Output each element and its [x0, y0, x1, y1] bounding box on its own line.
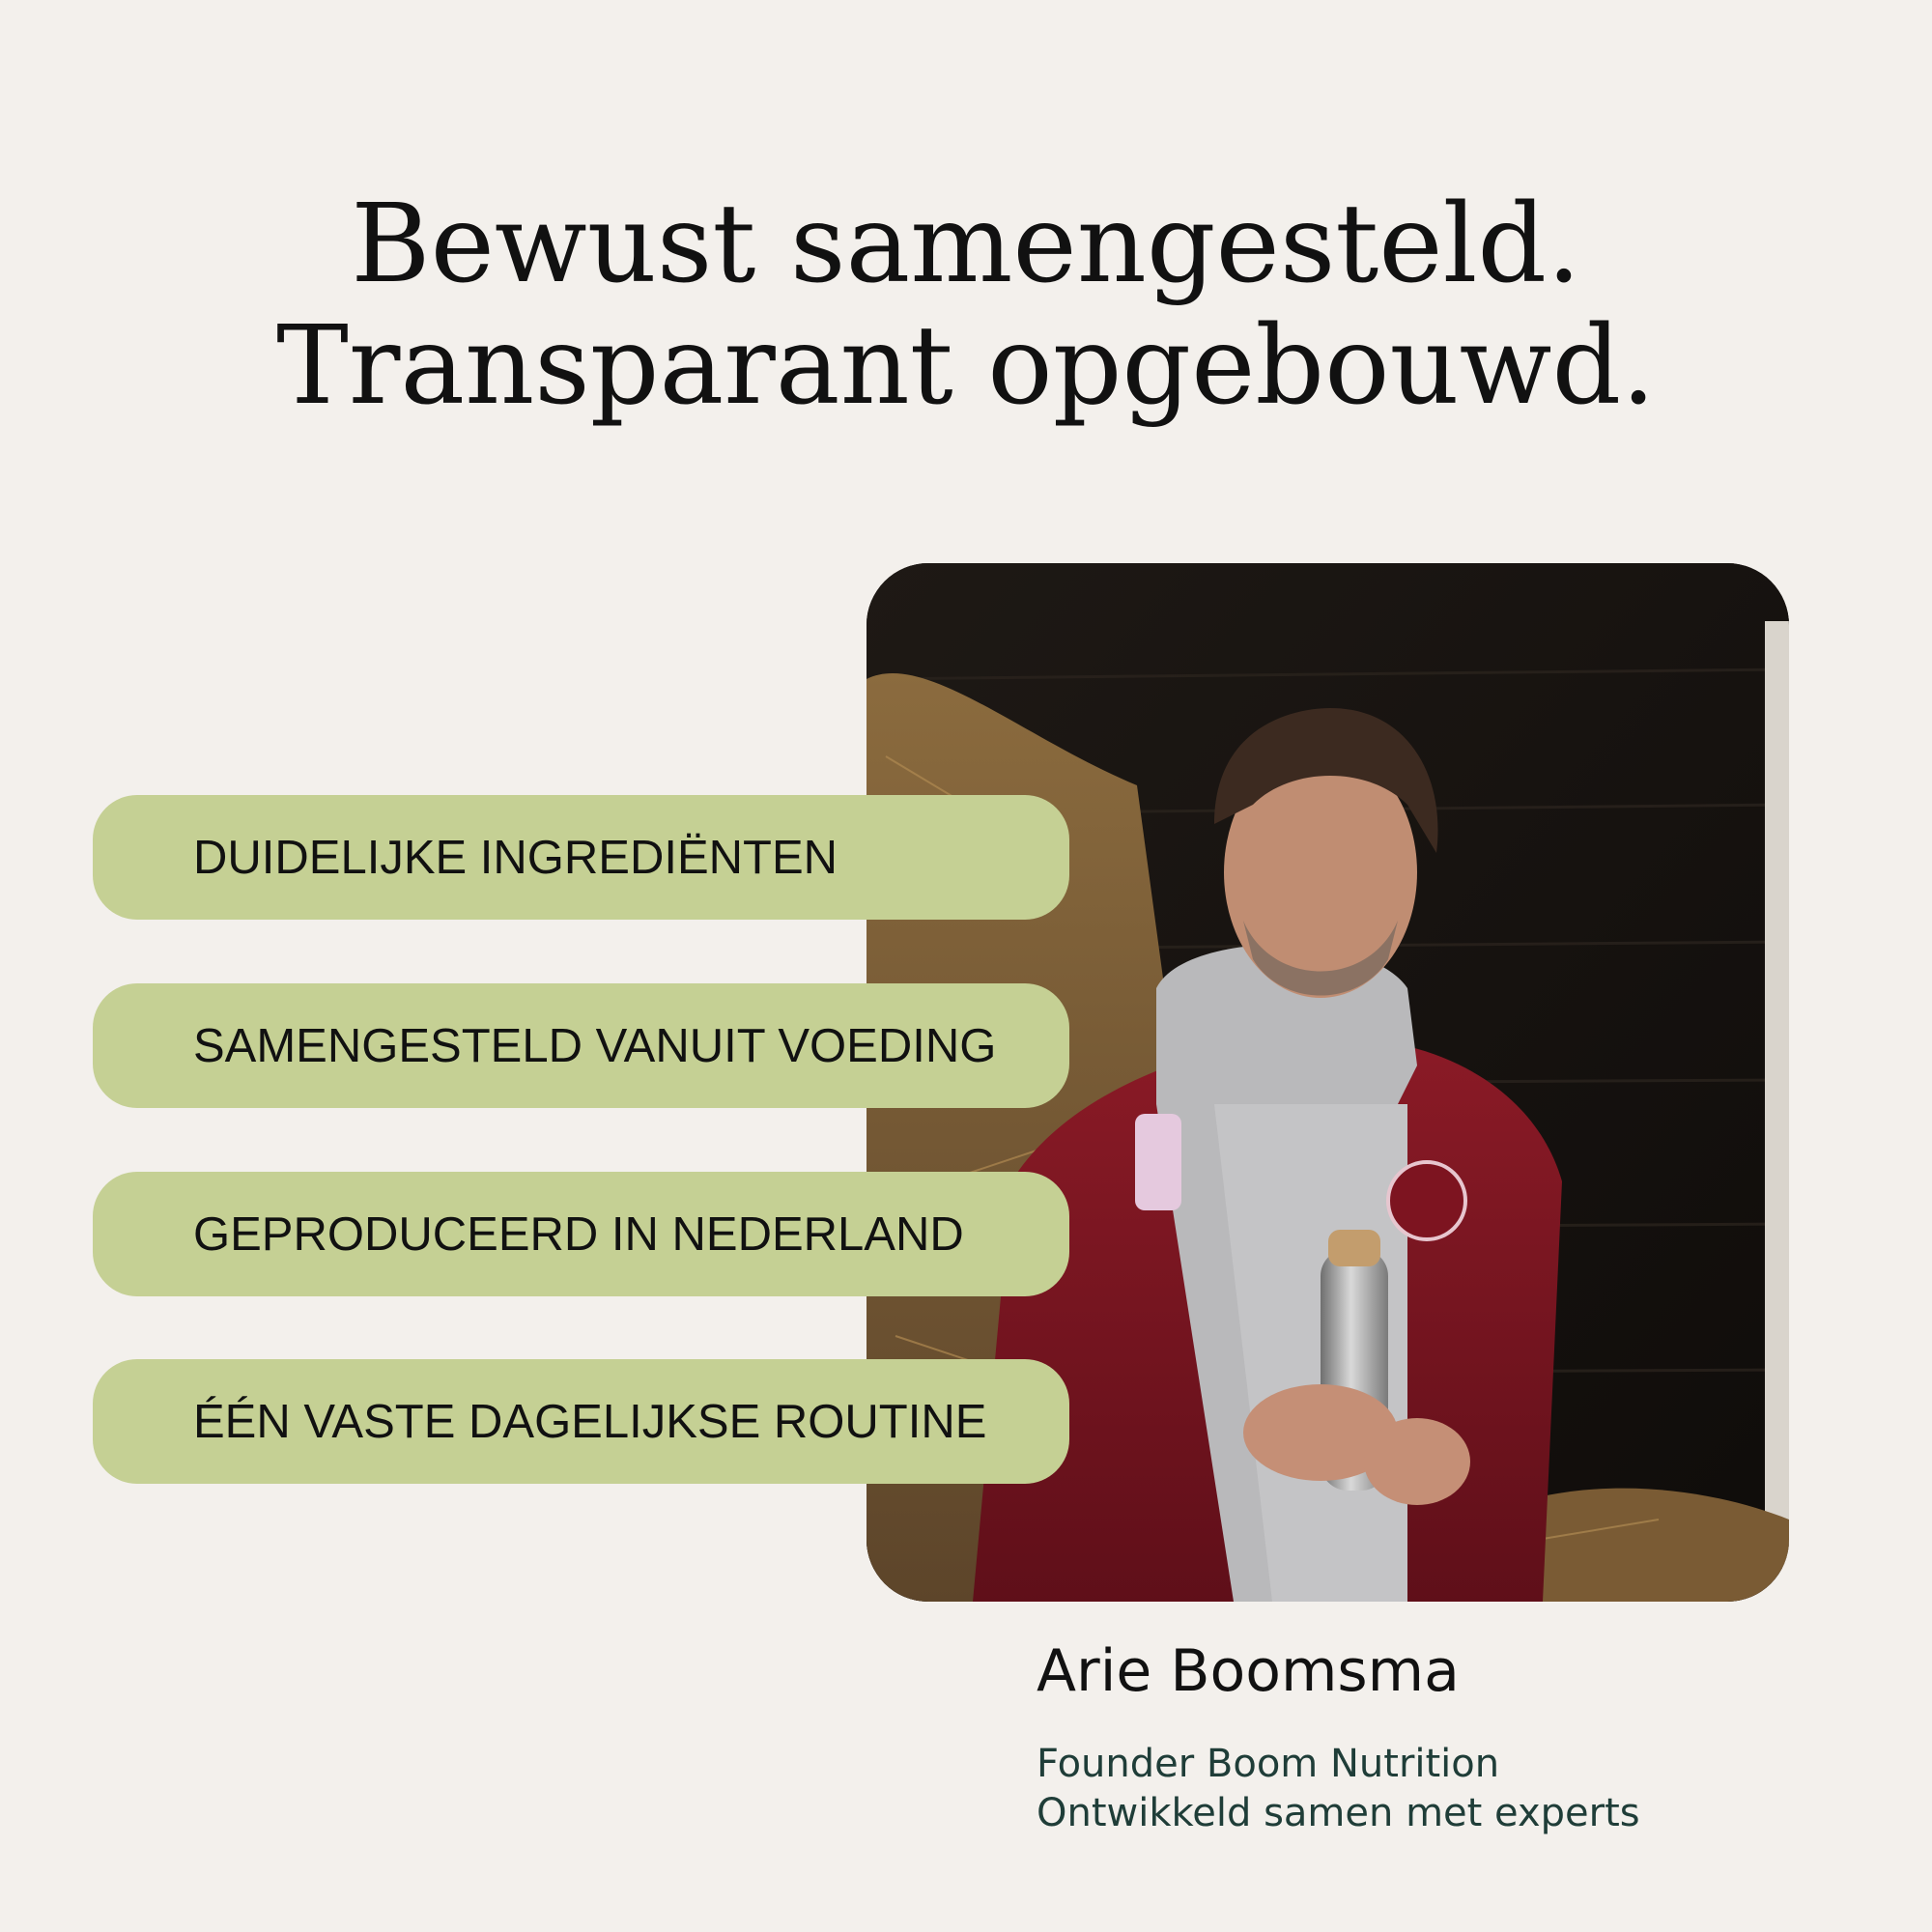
- feature-label: ÉÉN VASTE DAGELIJKSE ROUTINE: [193, 1395, 987, 1448]
- feature-pill-routine: [93, 1359, 1069, 1484]
- feature-label: GEPRODUCEERD IN NEDERLAND: [193, 1208, 964, 1261]
- feature-label: DUIDELIJKE INGREDIËNTEN: [193, 831, 838, 884]
- headline-line-2: Transparant opgebouwd.: [276, 303, 1656, 429]
- feature-pill-nutrition: [93, 983, 1069, 1108]
- feature-pill-ingredients: [93, 795, 1069, 920]
- person-subtitle: Ontwikkeld samen met experts: [1037, 1791, 1640, 1835]
- headline-line-1: Bewust samengesteld.: [351, 182, 1581, 307]
- person-role: Founder Boom Nutrition: [1037, 1742, 1500, 1786]
- feature-pill-netherlands: [93, 1172, 1069, 1296]
- feature-label: SAMENGESTELD VANUIT VOEDING: [193, 1019, 997, 1072]
- headline: [0, 184, 1932, 427]
- person-name: Arie Boomsma: [1037, 1637, 1460, 1705]
